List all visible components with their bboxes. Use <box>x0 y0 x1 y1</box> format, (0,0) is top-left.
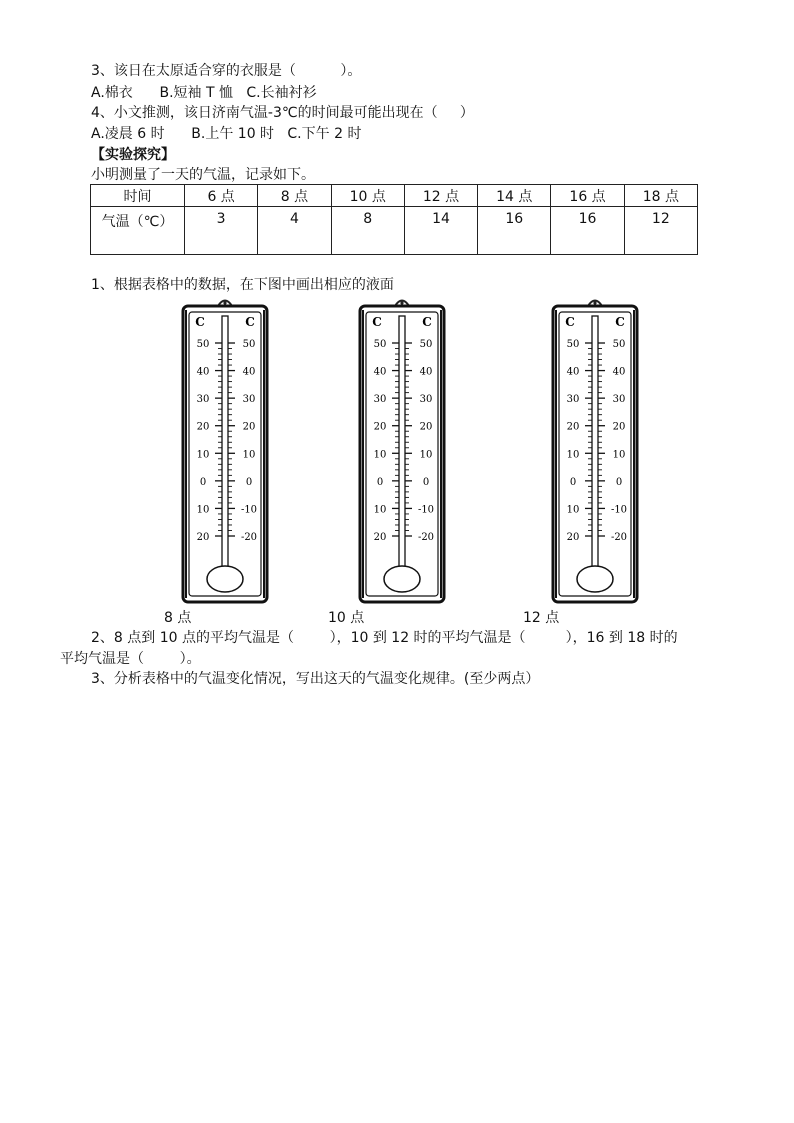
scale-label-right: 20 <box>612 421 626 433</box>
scale-label-right: 0 <box>615 476 623 488</box>
thermometer[interactable] <box>550 296 640 606</box>
scale-label-right: 30 <box>242 394 256 406</box>
header-cell: 16 点 <box>551 185 624 207</box>
scale-label-left: 10 <box>196 504 210 516</box>
task-3: 3、分析表格中的气温变化情况，写出这天的气温变化规律。(至少两点） <box>91 671 540 687</box>
thermometer-caption: 8 点 <box>164 610 192 626</box>
scale-label-right: 40 <box>612 366 626 378</box>
thermometer-bulb <box>577 566 613 592</box>
scale-label-right: 30 <box>612 394 626 406</box>
scale-label-left: 50 <box>196 339 210 350</box>
scale-label-left: 20 <box>566 532 580 543</box>
thermometer-tube <box>592 316 598 572</box>
scale-label-right: 0 <box>422 476 430 488</box>
scale-label-left: 20 <box>196 532 210 543</box>
hanging-hole <box>593 301 596 304</box>
header-cell: 8 点 <box>258 185 331 207</box>
thermometer-drawing <box>180 296 270 606</box>
scale-label-right: 20 <box>419 421 433 433</box>
row-label-cell: 气温（℃） <box>91 207 185 255</box>
question-4: 4、小文推测，该日济南气温-3℃的时间最可能出现在（ ） <box>91 105 474 121</box>
scale-label-right: -20 <box>610 532 628 543</box>
thermometer-tube <box>399 316 405 572</box>
value-cell: 8 <box>331 207 404 255</box>
thermometer[interactable] <box>180 296 270 606</box>
scale-label-right: -20 <box>417 532 435 543</box>
celsius-mark: C <box>245 315 255 329</box>
thermometer-bulb <box>384 566 420 592</box>
scale-label-right: -10 <box>417 504 435 516</box>
scale-label-right: 10 <box>612 449 626 461</box>
hanging-hole <box>400 301 403 304</box>
value-cell: 3 <box>185 207 258 255</box>
scale-label-left: 20 <box>373 532 387 543</box>
header-cell: 18 点 <box>624 185 697 207</box>
scale-label-left: 40 <box>373 366 387 378</box>
scale-label-left: 10 <box>196 449 210 461</box>
scale-label-left: 20 <box>566 421 580 433</box>
header-cell: 10 点 <box>331 185 404 207</box>
celsius-mark: C <box>565 315 575 329</box>
scale-label-left: 50 <box>373 339 387 350</box>
thermometer-drawing <box>357 296 447 606</box>
scale-label-left: 30 <box>373 394 387 406</box>
header-cell: 6 点 <box>185 185 258 207</box>
question-3: 3、该日在太原适合穿的衣服是（ ）。 <box>91 63 362 79</box>
scale-label-right: -20 <box>240 532 258 543</box>
header-cell: 时间 <box>91 185 185 207</box>
question-3-options: A.棉衣 B.短袖 T 恤 C.长袖衬衫 <box>91 85 317 101</box>
celsius-mark: C <box>422 315 432 329</box>
celsius-mark: C <box>195 315 205 329</box>
scale-label-left: 10 <box>566 449 580 461</box>
scale-label-left: 10 <box>566 504 580 516</box>
scale-label-right: 50 <box>242 339 256 350</box>
value-cell: 16 <box>478 207 551 255</box>
value-cell: 4 <box>258 207 331 255</box>
celsius-mark: C <box>615 315 625 329</box>
scale-label-right: 10 <box>242 449 256 461</box>
scale-label-left: 30 <box>196 394 210 406</box>
scale-label-right: 30 <box>419 394 433 406</box>
thermometer-drawing <box>550 296 640 606</box>
scale-label-left: 50 <box>566 339 580 350</box>
scale-label-right: 50 <box>419 339 433 350</box>
scale-label-left: 20 <box>196 421 210 433</box>
scale-label-right: 0 <box>245 476 253 488</box>
scale-label-right: 20 <box>242 421 256 433</box>
scale-label-right: 40 <box>242 366 256 378</box>
experiment-intro: 小明测量了一天的气温，记录如下。 <box>91 167 315 183</box>
task-2-line-1: 2、8 点到 10 点的平均气温是（ ），10 到 12 时的平均气温是（ ），16 到 18 时的 <box>91 630 678 646</box>
scale-label-left: 10 <box>373 504 387 516</box>
section-heading: 【实验探究】 <box>91 147 175 163</box>
hanging-hole <box>223 301 226 304</box>
scale-label-left: 0 <box>376 476 384 488</box>
thermometer-tube <box>222 316 228 572</box>
scale-label-right: -10 <box>240 504 258 516</box>
temperature-record-table <box>90 184 698 255</box>
thermometer-caption: 12 点 <box>523 610 560 626</box>
celsius-mark: C <box>372 315 382 329</box>
task-1: 1、根据表格中的数据，在下图中画出相应的液面 <box>91 277 394 293</box>
thermometer-bulb <box>207 566 243 592</box>
header-cell: 14 点 <box>478 185 551 207</box>
scale-label-right: -10 <box>610 504 628 516</box>
scale-label-left: 20 <box>373 421 387 433</box>
scale-label-right: 40 <box>419 366 433 378</box>
value-cell: 14 <box>404 207 477 255</box>
value-cell: 16 <box>551 207 624 255</box>
scale-label-left: 0 <box>199 476 207 488</box>
scale-label-right: 10 <box>419 449 433 461</box>
scale-label-right: 50 <box>612 339 626 350</box>
table-header-row <box>91 185 698 207</box>
scale-label-left: 0 <box>569 476 577 488</box>
thermometer-caption: 10 点 <box>328 610 365 626</box>
value-cell: 12 <box>624 207 697 255</box>
scale-label-left: 40 <box>196 366 210 378</box>
question-4-options: A.凌晨 6 时 B.上午 10 时 C.下午 2 时 <box>91 126 362 142</box>
thermometer[interactable] <box>357 296 447 606</box>
header-cell: 12 点 <box>404 185 477 207</box>
scale-label-left: 40 <box>566 366 580 378</box>
table-row <box>91 207 698 255</box>
scale-label-left: 10 <box>373 449 387 461</box>
scale-label-left: 30 <box>566 394 580 406</box>
task-2-line-2: 平均气温是（ ）。 <box>60 651 201 667</box>
